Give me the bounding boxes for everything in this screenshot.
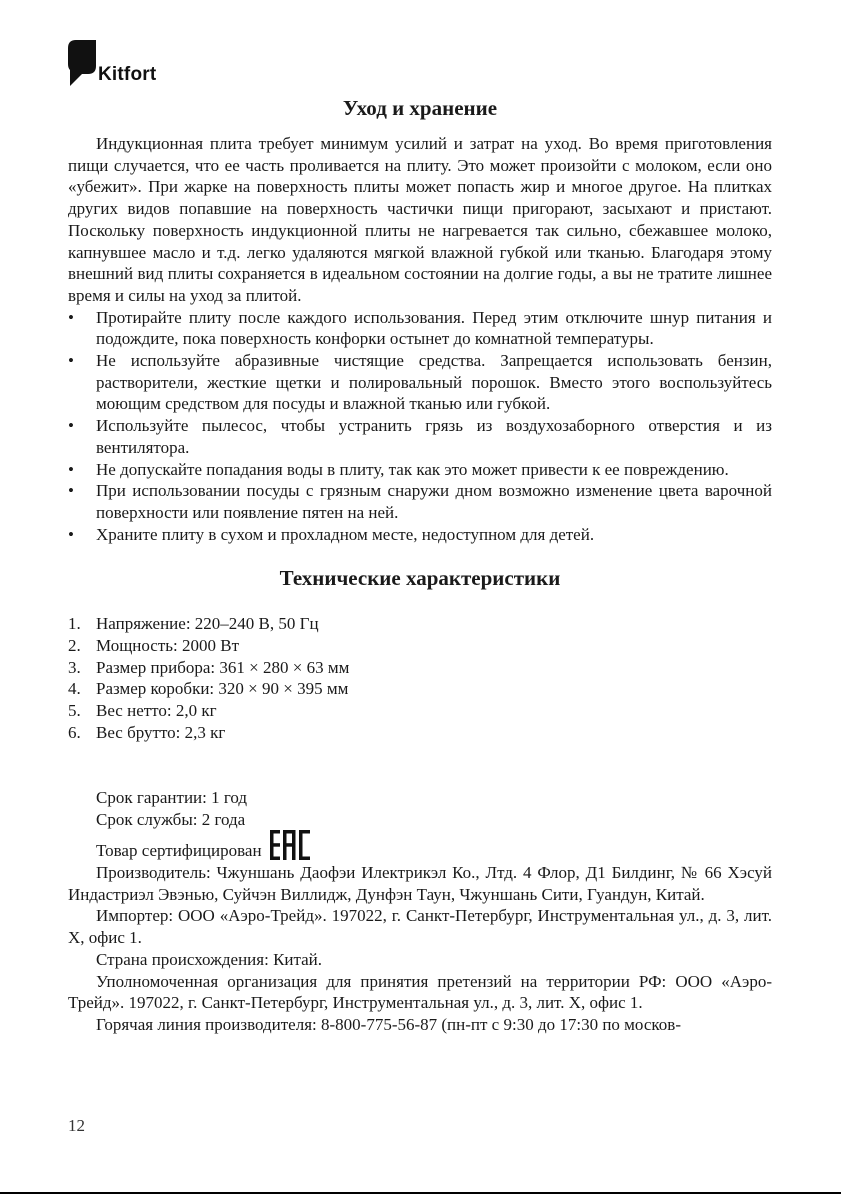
spacer [68, 744, 772, 766]
page-content [68, 90, 772, 1036]
certified-line [68, 830, 772, 862]
kitfort-logo-icon [68, 40, 96, 86]
list-item: • Не используйте абразивные чистящие средства. Запрещается использовать бензин, растворители, жесткие щетки и полировальный порошок. Вместо этого воспользуйтесь моющим средством для посуды и влажной тканью или губкой. [68, 350, 772, 415]
list-item: • Используйте пылесос, чтобы устранить грязь из воздухозаборного отверстия и из вентилятора. [68, 415, 772, 458]
spec-item [68, 635, 772, 657]
list-item: • Храните плиту в сухом и прохладном месте, недоступном для детей. [68, 524, 772, 546]
specs-title: Технические характеристики [279, 566, 561, 591]
origin-text: Страна происхождения: Китай. [96, 949, 323, 969]
spec-item [68, 613, 772, 635]
specs-list [68, 613, 772, 743]
brand-logo [68, 40, 178, 90]
authorized-org-text: Уполномоченная организация для принятия претензий на территории РФ: ООО «Аэро-Трейд». 197022, г. Санкт-Петербург, Инструментальная ул., д. 3, лит. Х, офис 1. [68, 971, 772, 1013]
warranty-text: Срок гарантии: 1 год [96, 787, 248, 807]
spec-number: 4. [68, 679, 81, 699]
care-intro: Индукционная плита требует минимум усилий и затрат на уход. Во время приготовления пищи случается, что ее часть проливается на плиту. Это может произойти с молоком, если оно «убежит». При жарке на поверхность плиты может попасть жир и многое другое. На плитках других видов попавшие на поверхность частички пищи пригорают, засыхают и пристают. Поскольку поверхность индукционной плиты не нагревается так сильно, сбежавшее молоко, капнувшее масло и т.д. легко удаляются мягкой влажной губкой или тканью. Благодаря этому внешний вид плиты сохраняется в идеальном состоянии на долгие годы, а вы не тратите лишнее время и силы на уход за плитой. [68, 134, 772, 305]
spec-number: 3. [68, 657, 81, 677]
page-number: 12 [68, 1116, 85, 1135]
list-item: • Не допускайте попадания воды в плиту, так как это может привести к ее повреждению. [68, 459, 772, 481]
spec-item [68, 678, 772, 700]
spec-number: 6. [68, 722, 81, 742]
spec-text: Вес нетто: 2,0 кг [96, 701, 217, 721]
list-item: • При использовании посуды с грязным снаружи дном возможно изменение цвета варочной поверхности или появление пятен на ней. [68, 480, 772, 523]
spec-number: 5. [68, 701, 81, 721]
importer-text: Импортер: ООО «Аэро-Трейд». 197022, г. Санкт-Петербург, Инструментальная ул., д. 3, лит. Х, офис 1. [68, 906, 772, 948]
brand-name: Kitfort [98, 64, 157, 85]
spec-number: 2. [68, 636, 81, 656]
spec-text: Напряжение: 220–240 В, 50 Гц [96, 614, 319, 634]
spec-item [68, 657, 772, 679]
spec-text: Размер коробки: 320 × 90 × 395 мм [96, 679, 349, 699]
spacer [68, 765, 772, 787]
eac-mark [270, 830, 310, 860]
spec-text: Мощность: 2000 Вт [96, 636, 240, 656]
care-title: Уход и хранение [342, 96, 498, 120]
care-list [68, 307, 772, 546]
spec-item [68, 700, 772, 722]
spec-text: Вес брутто: 2,3 кг [96, 722, 226, 742]
hotline-text: Горячая линия производителя: 8-800-775-56-87 (пн-пт с 9:30 до 17:30 по москов- [96, 1014, 681, 1034]
spec-item [68, 722, 772, 744]
manufacturer-text: Производитель: Чжуншань Даофэи Илектрикэл Ко., Лтд. 4 Флор, Д1 Билдинг, № 66 Хэсуй Индастриэл Эвэнью, Суйчэн Виллидж, Дунфэн Таун, Чжуншань Сити, Гуандун, Китай. [68, 863, 772, 904]
spec-number: 1. [68, 614, 81, 634]
certified-text: Товар сертифицирован [96, 841, 262, 861]
list-item: • Протирайте плиту после каждого использования. Перед этим отключите шнур питания и подождите, пока поверхность конфорки остынет до комнатной температуры. [68, 307, 772, 350]
spec-text: Размер прибора: 361 × 280 × 63 мм [96, 657, 350, 677]
service-life-text: Срок службы: 2 года [96, 809, 246, 829]
